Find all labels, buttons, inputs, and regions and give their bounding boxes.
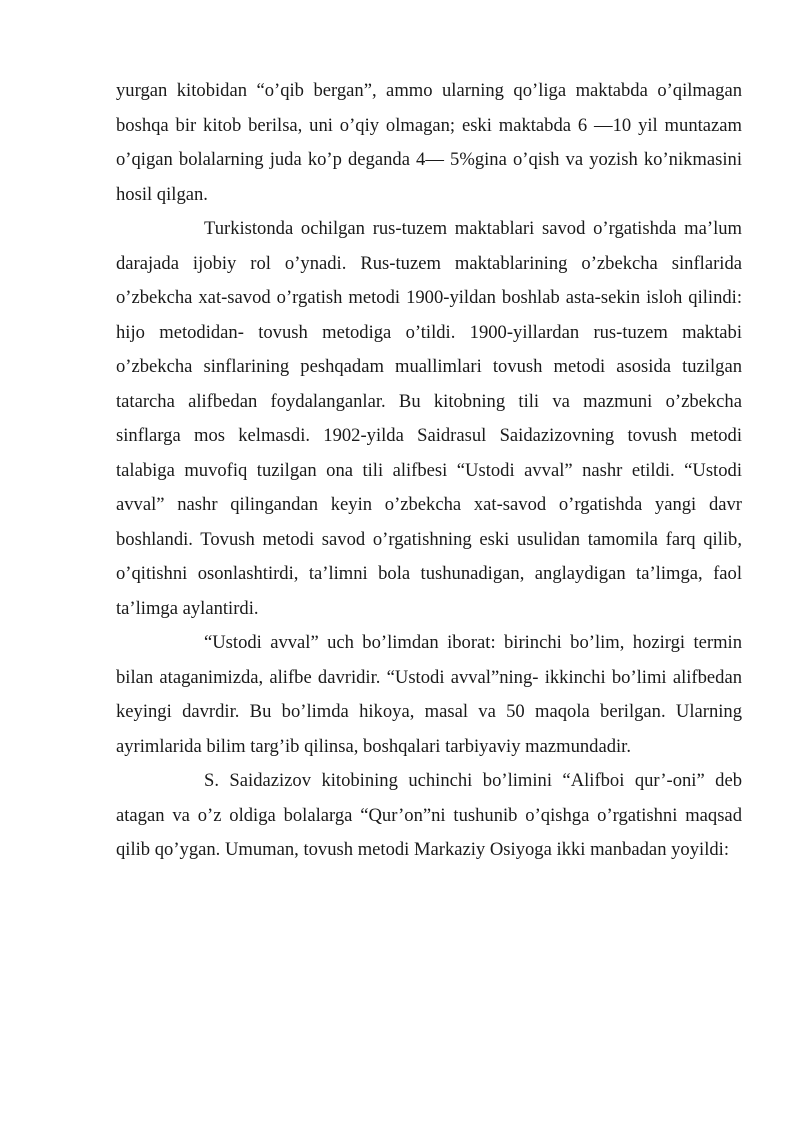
paragraph-3: “Ustodi avval” uch bo’limdan iborat: birinchi bo’lim, hozirgi termin bilan ataganimizda, alifbe davridir. “Ustodi avval”ning- ikkinchi bo’limi alifbedan keyingi davrdir. Bu bo’limda hikoya, masal va 50 maqola berilgan. Ularning ayrimlarida bilim targ’ib qilinsa, boshqalari tarbiyaviy mazmundadir. [116,632,742,757]
paragraph-2: Turkistonda ochilgan rus-tuzem maktablari savod o’rgatishda ma’lum darajada ijobiy rol o’ynadi. Rus-tuzem maktablarining o’zbekcha sinflarida o’zbekcha xat-savod o’rgatish metodi 1900-yildan boshlab asta-sekin isloh qilindi: hijo metodidan- tovush metodiga o’tildi. 1900-yillardan rus-tuzem maktabi o’zbekcha sinflarining peshqadam muallimlari tovush metodi asosida tuzilgan tatarcha alifbedan foydalanganlar. Bu kitobning tili va mazmuni o’zbekcha sinflarga mos kelmasdi. 1902-yilda Saidrasul Saidazizovning tovush metodi talabiga muvofiq tuzilgan ona tili alifbesi “Ustodi avval” nashr etildi. “Ustodi avval” nashr qilingandan keyin o’zbekcha xat-savod o’rgatishda yangi davr boshlandi. Tovush metodi savod o’rgatishning eski usulidan tamomila farq qilib, o’qitishni osonlashtirdi, ta’limni bola tushunadigan, anglaydigan ta’limga, faol ta’limga aylantirdi. [116,218,742,619]
paragraph-4: S. Saidazizov kitobining uchinchi bo’limini “Alifboi qur’-oni” deb atagan va o’z oldiga bolalarga “Qur’on”ni tushunib o’qishga o’rgatishni maqsad qilib qo’ygan. Umuman, tovush metodi Markaziy Osiyoga ikki manbadan yoyildi: [116,770,742,860]
paragraph-1: yurgan kitobidan “o’qib bergan”, ammo ularning qo’liga maktabda o’qilmagan boshqa bir kitob berilsa, uni o’qiy olmagan; eski maktabda 6 —10 yil muntazam o’qigan bolalarning juda ko’p deganda 4— 5%gina o’qish va yozish ko’nikmasini hosil qilgan. [116,80,742,205]
document-page [116,74,742,868]
